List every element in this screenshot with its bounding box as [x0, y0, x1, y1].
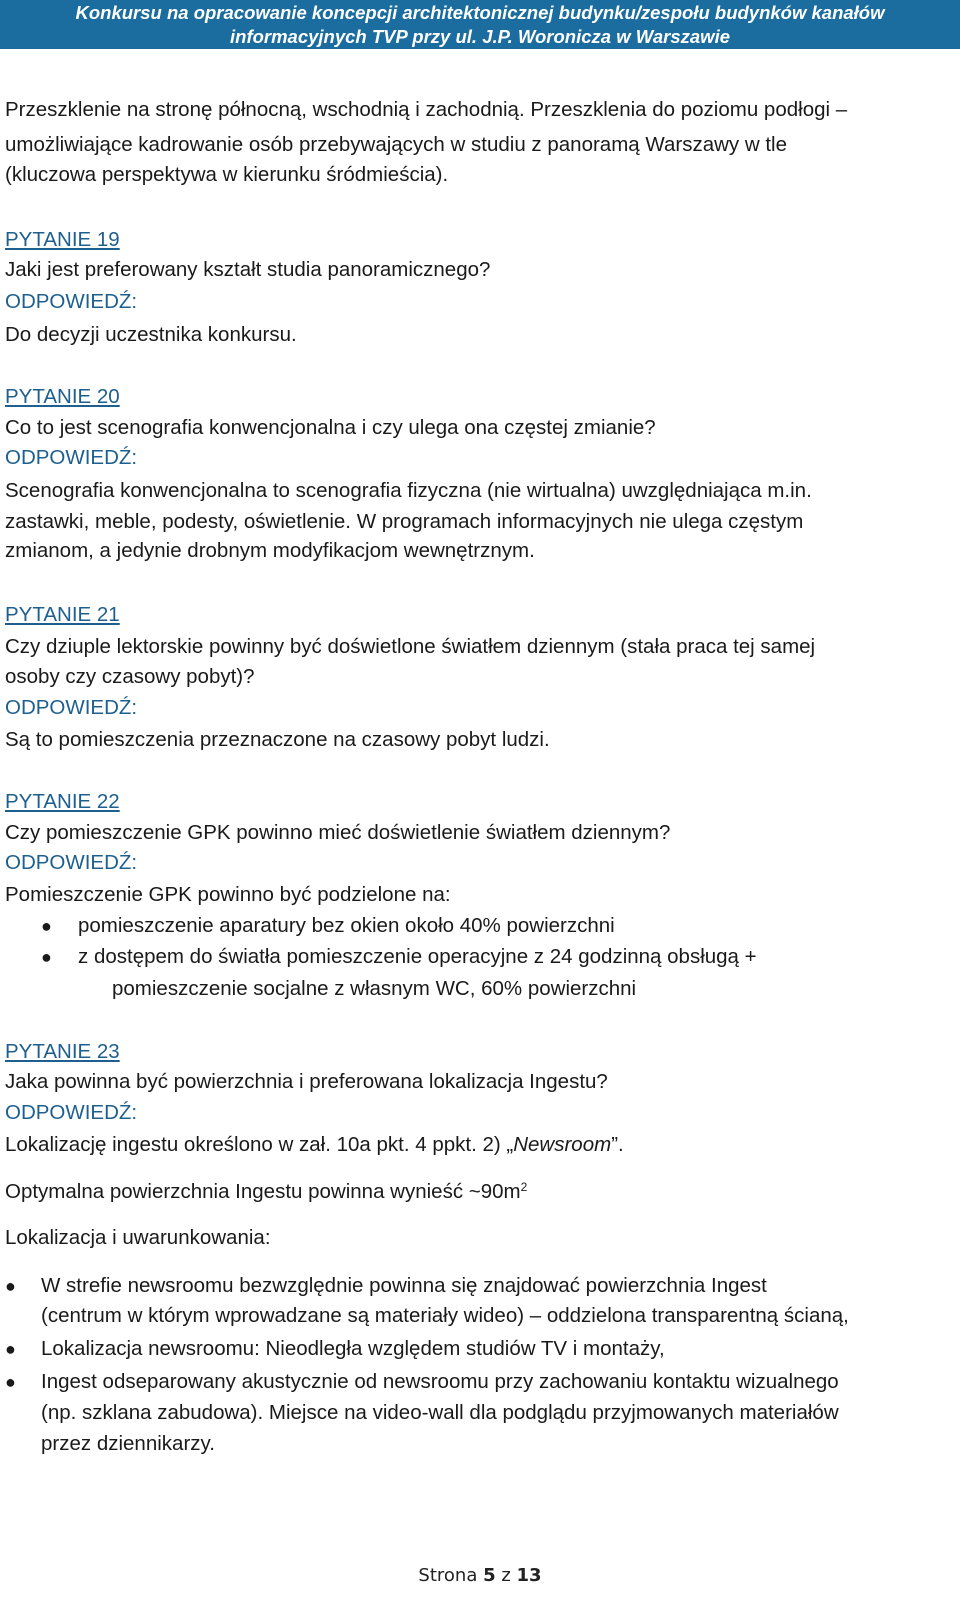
- location-heading: Lokalizacja i uwarunkowania:: [5, 1226, 271, 1249]
- bullet-icon: ●: [5, 1276, 16, 1296]
- answer-21-label: ODPOWIEDŹ:: [5, 696, 138, 719]
- question-19-title: PYTANIE 19: [5, 228, 120, 251]
- bullet-icon: ●: [5, 1372, 16, 1392]
- bullet-icon: ●: [5, 1339, 16, 1359]
- footer-mid: z: [495, 1565, 517, 1586]
- footer-page-number: 5: [483, 1565, 496, 1586]
- question-20-text: Co to jest scenografia konwencjonalna i czy ulega ona częstej zmianie?: [5, 416, 656, 439]
- question-23-title: PYTANIE 23: [5, 1040, 120, 1063]
- question-20-title: PYTANIE 20: [5, 385, 120, 408]
- question-22-text: Czy pomieszczenie GPK powinno mieć doświetlenie światłem dziennym?: [5, 821, 671, 844]
- answer-23-suffix: ”.: [611, 1133, 624, 1156]
- answer-23-prefix: Lokalizację ingestu określono w zał. 10a pkt. 4 ppkt. 2) „: [5, 1133, 514, 1156]
- answer-20-line-2: zastawki, meble, podesty, oświetlenie. W programach informacyjnych nie ulega częstym: [5, 510, 804, 533]
- q23-bullet-3-line-1: Ingest odseparowany akustycznie od newsroomu przy zachowaniu kontaktu wizualnego: [41, 1370, 839, 1393]
- question-22-title: PYTANIE 22: [5, 790, 120, 813]
- question-21-title: PYTANIE 21: [5, 603, 120, 626]
- ingest-area-sup: 2: [520, 1180, 528, 1194]
- answer-23-newsroom: Newsroom: [513, 1133, 612, 1156]
- answer-20-line-3: zmianom, a jedynie drobnym modyfikacjom wewnętrznym.: [5, 539, 535, 562]
- answer-21-text: Są to pomieszczenia przeznaczone na czasowy pobyt ludzi.: [5, 728, 550, 751]
- answer-20-label: ODPOWIEDŹ:: [5, 446, 138, 469]
- ingest-area-text: Optymalna powierzchnia Ingestu powinna wynieść ~90m: [5, 1180, 521, 1203]
- footer-prefix: Strona: [418, 1565, 484, 1586]
- answer-20-line-1: Scenografia konwencjonalna to scenografia fizyczna (nie wirtualna) uwzględniająca m.in.: [5, 479, 812, 502]
- ingest-area: [5, 1180, 527, 1204]
- q23-bullet-3-line-3: przez dziennikarzy.: [41, 1432, 215, 1455]
- q23-bullet-1-line-2: (centrum w którym wprowadzane są materiały wideo) – oddzielona transparentną ścianą,: [41, 1304, 849, 1327]
- header-line-1: Konkursu na opracowanie koncepcji architektonicznej budynku/zespołu budynków kanałów: [75, 2, 885, 23]
- q23-bullet-2: Lokalizacja newsroomu: Nieodległa względem studiów TV i montaży,: [41, 1337, 665, 1360]
- answer-23-label: ODPOWIEDŹ:: [5, 1101, 138, 1124]
- answer-22-intro: Pomieszczenie GPK powinno być podzielone na:: [5, 883, 451, 906]
- answer-23-text: [5, 1133, 624, 1157]
- q23-bullet-3-line-2: (np. szklana zabudowa). Miejsce na video-wall dla podglądu przyjmowanych materiałów: [41, 1401, 839, 1424]
- bullet-icon: ●: [41, 916, 52, 936]
- question-19-text: Jaki jest preferowany kształt studia panoramicznego?: [5, 258, 491, 281]
- footer-page-total: 13: [516, 1565, 542, 1586]
- q23-bullet-1-line-1: W strefie newsroomu bezwzględnie powinna się znajdować powierzchnia Ingest: [41, 1274, 767, 1297]
- q22-bullet-1: pomieszczenie aparatury bez okien około 40% powierzchni: [78, 914, 615, 937]
- bullet-icon: ●: [41, 947, 52, 967]
- answer-19-text: Do decyzji uczestnika konkursu.: [5, 323, 297, 346]
- page-footer: [0, 1565, 960, 1586]
- intro-line-2: umożliwiające kadrowanie osób przebywających w studiu z panoramą Warszawy w tle: [5, 133, 787, 156]
- q22-bullet-2: z dostępem do światła pomieszczenie operacyjne z 24 godzinną obsługą +: [78, 945, 757, 968]
- question-21-line-1: Czy dziuple lektorskie powinny być doświetlone światłem dziennym (stała praca tej samej: [5, 635, 816, 658]
- answer-19-label: ODPOWIEDŹ:: [5, 290, 138, 313]
- answer-22-label: ODPOWIEDŹ:: [5, 851, 138, 874]
- q22-bullet-2-cont: pomieszczenie socjalne z własnym WC, 60% powierzchni: [112, 977, 637, 1000]
- question-21-line-2: osoby czy czasowy pobyt)?: [5, 665, 255, 688]
- question-23-text: Jaka powinna być powierzchnia i preferowana lokalizacja Ingestu?: [5, 1070, 608, 1093]
- document-header: [0, 0, 960, 49]
- intro-line-3: (kluczowa perspektywa w kierunku śródmieścia).: [5, 163, 449, 186]
- intro-line-1: Przeszklenie na stronę północną, wschodnią i zachodnią. Przeszklenia do poziomu podłogi –: [5, 98, 848, 121]
- header-line-2: informacyjnych TVP przy ul. J.P. Woronicza w Warszawie: [230, 26, 730, 47]
